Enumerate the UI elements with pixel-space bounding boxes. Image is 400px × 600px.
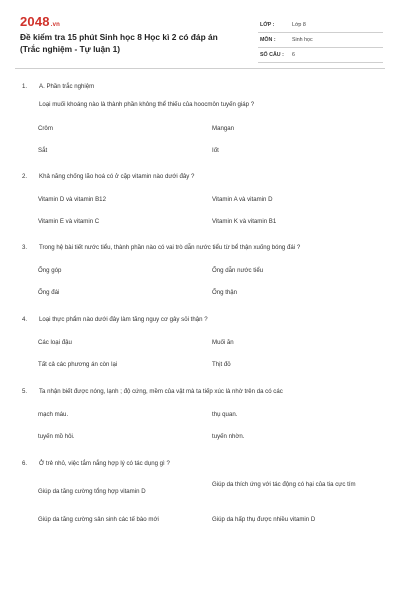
answer-option[interactable]: Muối ăn xyxy=(212,339,234,346)
answer-option[interactable]: Ống thận xyxy=(212,289,238,296)
answer-option[interactable]: tuyến nhờn. xyxy=(212,433,245,440)
answer-option[interactable]: Giúp da tăng cường sản sinh các tế bào mới xyxy=(38,516,159,523)
question-number: 6. xyxy=(22,460,28,467)
page-header xyxy=(20,14,380,64)
answer-option[interactable]: Ống đái xyxy=(38,289,60,296)
question-number: 5. xyxy=(22,388,28,395)
question-text: Trong hệ bài tiết nước tiểu, thành phần nào có vai trò dẫn nước tiểu từ bể thận xuống bóng đái ? xyxy=(39,244,301,251)
answer-option[interactable]: Vitamin E và vitamin C xyxy=(38,218,100,225)
answer-option[interactable]: Iốt xyxy=(212,147,219,154)
answer-option[interactable]: Sắt xyxy=(38,147,48,154)
meta-value: 6 xyxy=(292,52,295,58)
exam-meta xyxy=(258,18,383,63)
header-divider xyxy=(15,68,385,69)
answer-option[interactable]: Ống dẫn nước tiểu xyxy=(212,267,264,274)
answer-option[interactable]: Giúp da hấp thụ được nhiều vitamin D xyxy=(212,516,316,523)
answer-option[interactable]: Giúp da thích ứng với tác động có hại của tia cực tím xyxy=(212,481,356,488)
answer-option[interactable]: mạch máu. xyxy=(38,411,69,418)
logo-text: 2048 xyxy=(20,14,50,29)
answer-option[interactable]: Các loại đậu xyxy=(38,339,72,346)
question-number: 1. xyxy=(22,83,28,90)
meta-row-class xyxy=(258,18,383,33)
question-text: A. Phần trắc nghiệm xyxy=(39,83,95,90)
answer-option[interactable]: thụ quan. xyxy=(212,411,238,418)
answer-option[interactable]: Ống góp xyxy=(38,267,62,274)
question-prompt: Loại muối khoáng nào là thành phần không thể thiếu của hoocmôn tuyến giáp ? xyxy=(39,101,255,108)
page-title: Đề kiểm tra 15 phút Sinh học 8 Học kì 2 có đáp án (Trắc nghiệm - Tự luận 1) xyxy=(20,32,218,54)
meta-label: SỐ CÂU : xyxy=(260,52,284,58)
answer-option[interactable]: Thịt đỏ xyxy=(212,361,231,368)
meta-row-count xyxy=(258,48,383,63)
meta-row-subject xyxy=(258,33,383,48)
meta-value: Lớp 8 xyxy=(292,22,306,28)
answer-option[interactable]: Mangan xyxy=(212,125,235,132)
answer-option[interactable]: Tất cả các phương án còn lại xyxy=(38,361,118,368)
question-number: 2. xyxy=(22,173,28,180)
answer-option[interactable]: Vitamin A và vitamin D xyxy=(212,196,273,203)
meta-value: Sinh học xyxy=(292,37,313,43)
answer-option[interactable]: Vitamin K và vitamin B1 xyxy=(212,218,277,225)
question-number: 4. xyxy=(22,316,28,323)
answer-option[interactable]: tuyến mồ hôi. xyxy=(38,433,75,440)
question-text: Ở trẻ nhỏ, việc tắm nắng hợp lý có tác dụng gì ? xyxy=(39,460,170,467)
site-logo[interactable] xyxy=(20,14,60,29)
question-text: Ta nhận biết được nóng, lạnh ; độ cứng, mềm của vật mà ta tiếp xúc là nhờ trên da có các xyxy=(39,388,283,395)
question-text: Loại thực phẩm nào dưới đây làm tăng nguy cơ gây sỏi thận ? xyxy=(39,316,208,323)
answer-option[interactable]: Vitamin D và vitamin B12 xyxy=(38,196,106,203)
logo-suffix: .vn xyxy=(50,22,61,28)
question-text: Khả năng chống lão hoá có ở cặp vitamin nào dưới đây ? xyxy=(39,173,195,180)
meta-label: LỚP : xyxy=(260,22,275,28)
meta-label: MÔN : xyxy=(260,37,276,43)
question-number: 3. xyxy=(22,244,28,251)
answer-option[interactable]: Giúp da tăng cường tổng hợp vitamin D xyxy=(38,488,146,495)
answer-option[interactable]: Crôm xyxy=(38,125,53,132)
